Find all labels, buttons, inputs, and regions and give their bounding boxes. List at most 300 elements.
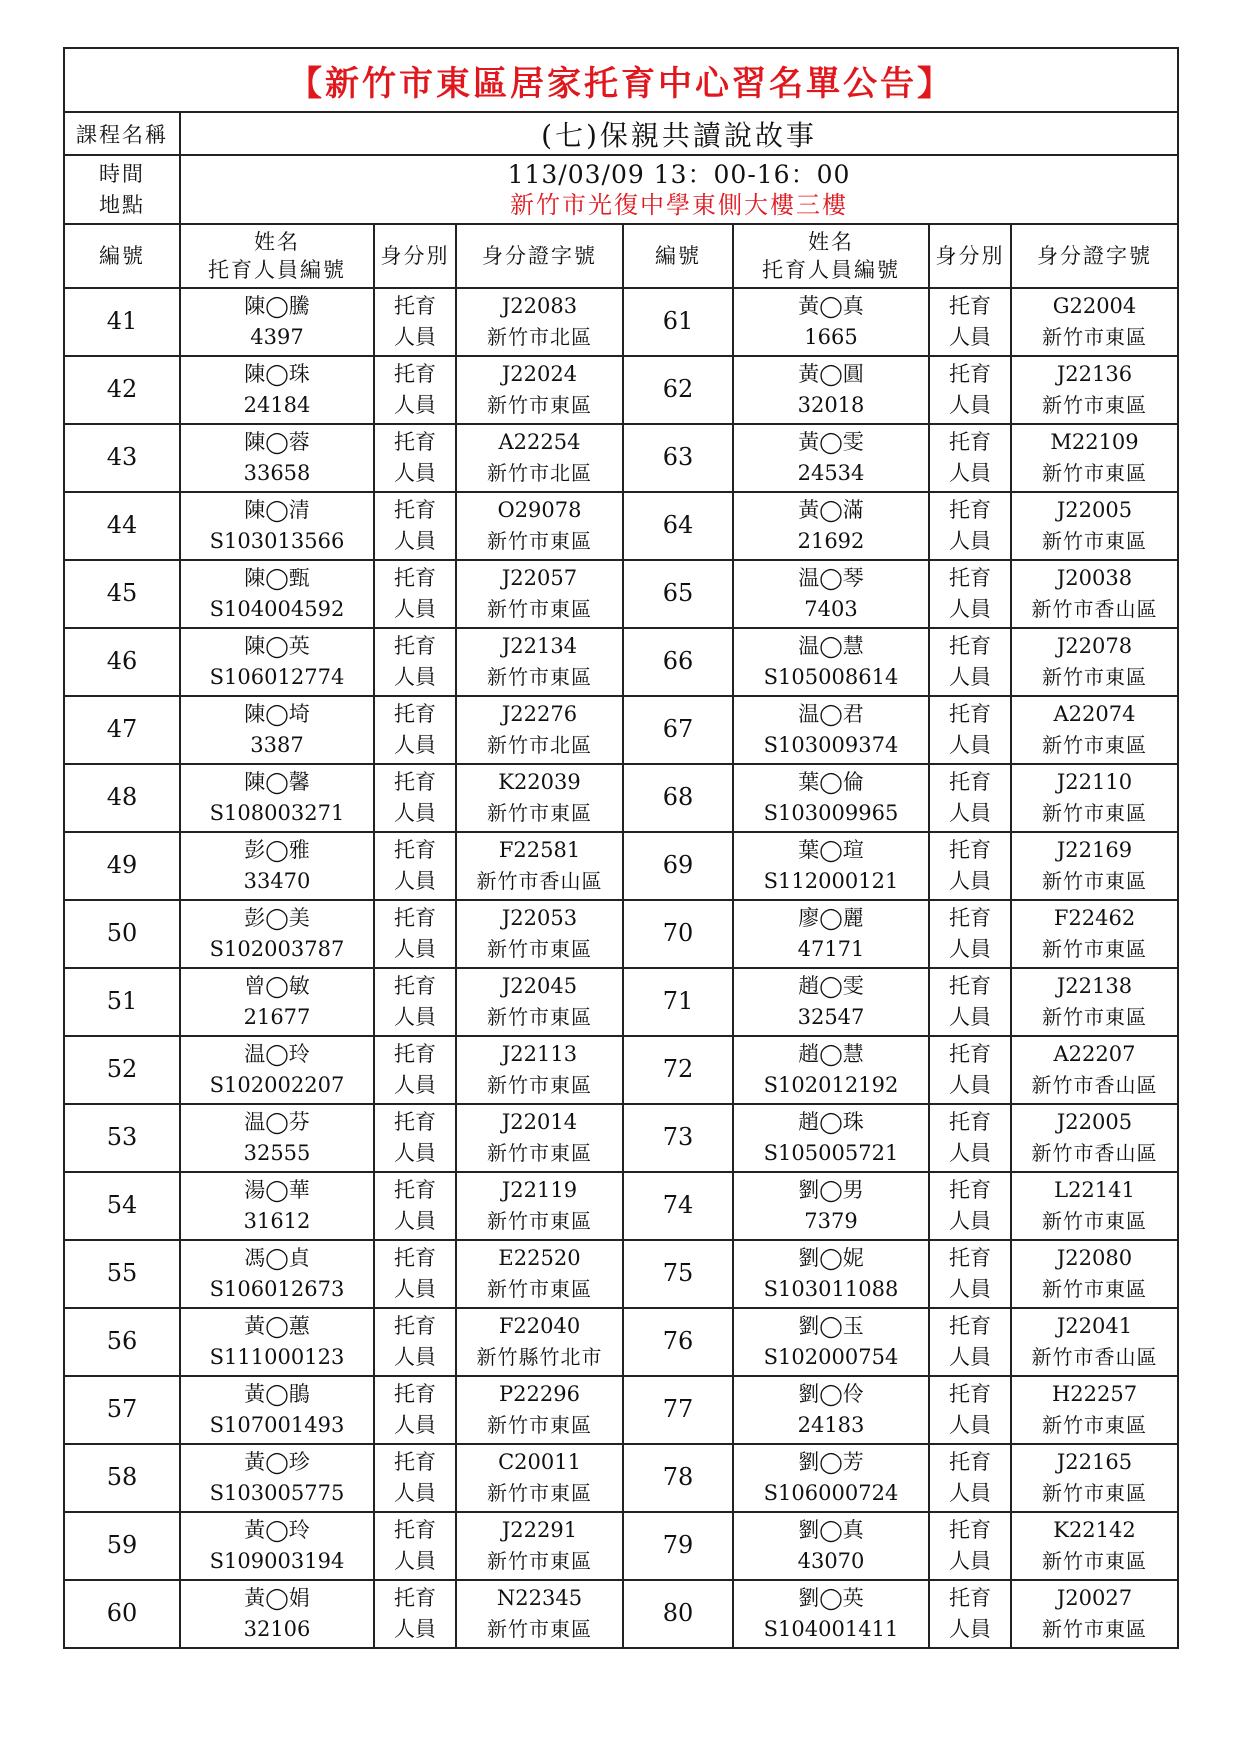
identity-line-2: 人員	[394, 1413, 436, 1437]
identity-line-2: 人員	[394, 801, 436, 825]
row-number: 42	[106, 375, 138, 403]
row-number: 64	[662, 511, 694, 539]
course-name: (七)保親共讀說故事	[541, 118, 817, 152]
row-number-cell	[64, 1036, 180, 1104]
column-header-row	[64, 224, 1178, 288]
id-number-cell	[456, 560, 623, 628]
table-row	[64, 288, 1178, 356]
identity-line-2: 人員	[949, 1073, 991, 1097]
staff-id: 47171	[797, 937, 865, 961]
identity-line-2: 人員	[949, 461, 991, 485]
district: 新竹市香山區	[476, 869, 603, 893]
identity-line-1: 托育	[949, 498, 991, 522]
person-name: 黃◯滿	[798, 498, 864, 522]
identity-cell	[929, 1444, 1011, 1512]
staff-id: 3387	[250, 733, 304, 757]
row-number: 63	[662, 443, 694, 471]
identity-line-1: 托育	[949, 634, 991, 658]
identity-line-2: 人員	[394, 937, 436, 961]
row-number: 50	[106, 919, 138, 947]
person-name: 黃◯蕙	[244, 1314, 310, 1338]
id-number-cell	[1011, 1512, 1178, 1580]
identity-line-1: 托育	[949, 1450, 991, 1474]
table-row	[64, 1240, 1178, 1308]
header-id-number	[1011, 224, 1178, 288]
id-number-cell	[456, 696, 623, 764]
id-number: J22113	[501, 1042, 578, 1066]
row-number-cell	[64, 628, 180, 696]
staff-id: 32106	[243, 1617, 311, 1641]
staff-id: 24184	[243, 393, 311, 417]
row-number-cell	[623, 1172, 733, 1240]
row-number: 80	[662, 1599, 694, 1627]
person-name: 葉◯倫	[798, 770, 864, 794]
id-number-cell	[456, 288, 623, 356]
table-row	[64, 1172, 1178, 1240]
person-name: 陳◯英	[244, 634, 310, 658]
district: 新竹市東區	[1042, 529, 1147, 553]
table-row	[64, 1444, 1178, 1512]
person-name: 黃◯鵑	[244, 1382, 310, 1406]
id-number: L22141	[1054, 1178, 1135, 1202]
person-name: 曾◯敏	[244, 974, 310, 998]
row-number: 47	[106, 715, 138, 743]
id-number: J20038	[1056, 566, 1133, 590]
row-number-cell	[64, 560, 180, 628]
identity-cell	[374, 1172, 456, 1240]
time-place-cell	[180, 155, 1178, 224]
person-name: 彭◯美	[244, 906, 310, 930]
district: 新竹市北區	[487, 461, 592, 485]
district: 新竹市東區	[487, 665, 592, 689]
title-cell	[64, 48, 1178, 112]
id-number: J22136	[1056, 362, 1133, 386]
name-cell	[180, 1580, 374, 1648]
identity-line-1: 托育	[949, 1178, 991, 1202]
id-number: J22057	[501, 566, 578, 590]
name-cell	[733, 560, 929, 628]
staff-id: 7403	[804, 597, 858, 621]
name-cell	[180, 696, 374, 764]
identity-line-1: 托育	[394, 1382, 436, 1406]
person-name: 劉◯男	[798, 1178, 864, 1202]
person-name: 趙◯珠	[798, 1110, 864, 1134]
id-number: J22014	[501, 1110, 578, 1134]
identity-line-1: 托育	[394, 1518, 436, 1542]
header-identity-label: 身分別	[380, 244, 450, 268]
name-cell	[180, 492, 374, 560]
district: 新竹市東區	[1042, 801, 1147, 825]
district: 新竹市東區	[1042, 1481, 1147, 1505]
identity-cell	[929, 492, 1011, 560]
district: 新竹市東區	[1042, 1209, 1147, 1233]
id-number: A22074	[1053, 702, 1136, 726]
district: 新竹市東區	[487, 529, 592, 553]
identity-cell	[374, 764, 456, 832]
identity-line-1: 托育	[949, 294, 991, 318]
row-number-cell	[623, 1308, 733, 1376]
identity-line-2: 人員	[394, 1481, 436, 1505]
header-identity-label: 身分別	[935, 244, 1005, 268]
row-number-cell	[623, 1240, 733, 1308]
identity-line-1: 托育	[394, 838, 436, 862]
row-number-cell	[623, 1580, 733, 1648]
row-number-cell	[64, 832, 180, 900]
person-name: 温◯芬	[244, 1110, 310, 1134]
name-cell	[180, 968, 374, 1036]
district: 新竹市東區	[1042, 1005, 1147, 1029]
district: 新竹市東區	[1042, 1549, 1147, 1573]
row-number-cell	[64, 1376, 180, 1444]
row-number: 61	[662, 307, 694, 335]
person-name: 陳◯甄	[244, 566, 310, 590]
identity-cell	[929, 1308, 1011, 1376]
id-number: J22134	[501, 634, 578, 658]
course-label: 課程名稱	[76, 122, 168, 147]
person-name: 黃◯娟	[244, 1586, 310, 1610]
identity-cell	[374, 968, 456, 1036]
identity-line-2: 人員	[949, 1209, 991, 1233]
id-number: J22169	[1056, 838, 1133, 862]
staff-id: 21692	[797, 529, 865, 553]
identity-line-1: 托育	[394, 1042, 436, 1066]
identity-cell	[929, 1172, 1011, 1240]
identity-line-1: 托育	[394, 1110, 436, 1134]
id-number: F22040	[498, 1314, 581, 1338]
staff-id: 33658	[243, 461, 311, 485]
identity-line-1: 托育	[394, 702, 436, 726]
person-name: 劉◯英	[798, 1586, 864, 1610]
staff-id: 1665	[804, 325, 858, 349]
person-name: 彭◯雅	[244, 838, 310, 862]
id-number: O29078	[497, 498, 582, 522]
session-place: 新竹市光復中學東側大樓三樓	[510, 190, 848, 219]
row-number-cell	[623, 560, 733, 628]
id-number-cell	[1011, 628, 1178, 696]
header-identity	[374, 224, 456, 288]
id-number: F22581	[498, 838, 581, 862]
table-row	[64, 628, 1178, 696]
row-number: 46	[106, 647, 138, 675]
identity-line-2: 人員	[949, 937, 991, 961]
staff-id: S107001493	[209, 1413, 345, 1437]
name-cell	[180, 1512, 374, 1580]
id-number-cell	[1011, 356, 1178, 424]
id-number-cell	[1011, 1240, 1178, 1308]
staff-id: 4397	[250, 325, 304, 349]
identity-cell	[929, 764, 1011, 832]
identity-line-1: 托育	[949, 1382, 991, 1406]
identity-cell	[374, 1308, 456, 1376]
row-number: 67	[662, 715, 694, 743]
row-number-cell	[64, 764, 180, 832]
district: 新竹市東區	[1042, 325, 1147, 349]
identity-line-1: 托育	[394, 1450, 436, 1474]
header-name-label: 姓名	[808, 230, 854, 254]
header-name	[180, 224, 374, 288]
identity-line-1: 托育	[949, 1042, 991, 1066]
row-number: 57	[106, 1395, 138, 1423]
row-number-cell	[64, 696, 180, 764]
id-number: J22041	[1056, 1314, 1133, 1338]
row-number-cell	[64, 1512, 180, 1580]
identity-cell	[929, 1512, 1011, 1580]
staff-id: 32547	[797, 1005, 865, 1029]
name-cell	[733, 1512, 929, 1580]
identity-cell	[929, 628, 1011, 696]
row-number: 75	[662, 1259, 694, 1287]
row-number: 41	[106, 307, 138, 335]
name-cell	[733, 1172, 929, 1240]
identity-line-2: 人員	[949, 1617, 991, 1641]
staff-id: S103005775	[209, 1481, 345, 1505]
person-name: 温◯慧	[798, 634, 864, 658]
row-number-cell	[623, 288, 733, 356]
name-cell	[180, 1240, 374, 1308]
district: 新竹市香山區	[1031, 597, 1158, 621]
identity-line-1: 托育	[394, 1246, 436, 1270]
id-number-cell	[1011, 1376, 1178, 1444]
district: 新竹市東區	[1042, 937, 1147, 961]
staff-id: S106012673	[209, 1277, 345, 1301]
id-number-cell	[456, 1104, 623, 1172]
person-name: 葉◯瑄	[798, 838, 864, 862]
row-number: 79	[662, 1531, 694, 1559]
table-row	[64, 356, 1178, 424]
identity-line-1: 托育	[949, 1246, 991, 1270]
staff-id: S102002207	[209, 1073, 345, 1097]
time-label: 時間	[99, 161, 145, 186]
identity-line-2: 人員	[949, 869, 991, 893]
identity-line-2: 人員	[949, 1345, 991, 1369]
identity-line-2: 人員	[949, 597, 991, 621]
header-no-label: 編號	[655, 244, 701, 268]
row-number-cell	[623, 764, 733, 832]
id-number-cell	[1011, 288, 1178, 356]
id-number: J22165	[1056, 1450, 1133, 1474]
staff-id: S102003787	[209, 937, 345, 961]
name-cell	[180, 764, 374, 832]
district: 新竹市東區	[487, 1141, 592, 1165]
id-number: H22257	[1051, 1382, 1138, 1406]
id-number: P22296	[499, 1382, 580, 1406]
id-number: J22083	[501, 294, 578, 318]
identity-line-1: 托育	[949, 1314, 991, 1338]
identity-line-2: 人員	[394, 1617, 436, 1641]
table-row	[64, 900, 1178, 968]
row-number-cell	[64, 1172, 180, 1240]
identity-line-1: 托育	[949, 1586, 991, 1610]
identity-cell	[374, 1376, 456, 1444]
row-number: 59	[106, 1531, 138, 1559]
row-number: 62	[662, 375, 694, 403]
id-number: J22276	[501, 702, 578, 726]
row-number-cell	[64, 424, 180, 492]
id-number-cell	[1011, 968, 1178, 1036]
header-no	[623, 224, 733, 288]
identity-line-2: 人員	[394, 325, 436, 349]
staff-id: 24534	[797, 461, 865, 485]
id-number-cell	[1011, 764, 1178, 832]
row-number: 77	[662, 1395, 694, 1423]
identity-line-2: 人員	[394, 1005, 436, 1029]
name-cell	[180, 288, 374, 356]
name-cell	[733, 900, 929, 968]
header-staff-id-label: 托育人員編號	[208, 258, 346, 282]
staff-id: S108003271	[209, 801, 345, 825]
identity-line-1: 托育	[394, 498, 436, 522]
identity-line-2: 人員	[394, 1073, 436, 1097]
row-number: 45	[106, 579, 138, 607]
staff-id: 43070	[797, 1549, 865, 1573]
row-number-cell	[64, 1240, 180, 1308]
district: 新竹市東區	[487, 1481, 592, 1505]
name-cell	[180, 1308, 374, 1376]
id-number: J22291	[501, 1518, 578, 1542]
district: 新竹市東區	[487, 1277, 592, 1301]
id-number-cell	[456, 1376, 623, 1444]
staff-id: 31612	[243, 1209, 311, 1233]
row-number-cell	[623, 1444, 733, 1512]
name-cell	[733, 356, 929, 424]
id-number-cell	[1011, 1580, 1178, 1648]
name-cell	[180, 1036, 374, 1104]
identity-line-2: 人員	[949, 393, 991, 417]
identity-line-1: 托育	[394, 974, 436, 998]
district: 新竹縣竹北市	[476, 1345, 603, 1369]
person-name: 温◯君	[798, 702, 864, 726]
id-number-cell	[456, 1036, 623, 1104]
identity-cell	[374, 1036, 456, 1104]
person-name: 陳◯珠	[244, 362, 310, 386]
id-number-cell	[1011, 1036, 1178, 1104]
header-no-label: 編號	[99, 244, 145, 268]
row-number-cell	[623, 356, 733, 424]
district: 新竹市東區	[487, 597, 592, 621]
identity-cell	[374, 1444, 456, 1512]
name-cell	[733, 832, 929, 900]
staff-id: S103013566	[209, 529, 345, 553]
id-number-cell	[456, 832, 623, 900]
identity-line-1: 托育	[949, 906, 991, 930]
name-cell	[733, 696, 929, 764]
person-name: 趙◯雯	[798, 974, 864, 998]
id-number-cell	[1011, 1104, 1178, 1172]
identity-line-1: 托育	[949, 362, 991, 386]
course-name-cell	[180, 112, 1178, 155]
row-number-cell	[64, 1308, 180, 1376]
row-number-cell	[623, 1104, 733, 1172]
name-cell	[733, 764, 929, 832]
staff-id: S103009374	[763, 733, 899, 757]
id-number-cell	[456, 1308, 623, 1376]
staff-id: 32555	[243, 1141, 311, 1165]
time-place-label-cell	[64, 155, 180, 224]
identity-line-1: 托育	[949, 770, 991, 794]
name-cell	[733, 1444, 929, 1512]
identity-line-2: 人員	[949, 1277, 991, 1301]
district: 新竹市東區	[487, 1549, 592, 1573]
person-name: 黃◯圓	[798, 362, 864, 386]
person-name: 黃◯真	[798, 294, 864, 318]
row-number-cell	[623, 628, 733, 696]
id-number: J22110	[1056, 770, 1133, 794]
row-number: 69	[662, 851, 694, 879]
table-row	[64, 1376, 1178, 1444]
row-number-cell	[64, 968, 180, 1036]
identity-line-1: 托育	[949, 1518, 991, 1542]
id-number: J22080	[1056, 1246, 1133, 1270]
name-cell	[180, 1104, 374, 1172]
row-number: 74	[662, 1191, 694, 1219]
id-number: M22109	[1050, 430, 1139, 454]
person-name: 劉◯玉	[798, 1314, 864, 1338]
district: 新竹市東區	[487, 393, 592, 417]
identity-line-1: 托育	[949, 838, 991, 862]
id-number-cell	[456, 900, 623, 968]
table-row	[64, 1036, 1178, 1104]
identity-line-1: 托育	[394, 362, 436, 386]
name-cell	[733, 1376, 929, 1444]
row-number-cell	[64, 900, 180, 968]
id-number: J20027	[1056, 1586, 1133, 1610]
name-cell	[180, 560, 374, 628]
table-row	[64, 968, 1178, 1036]
id-number-cell	[456, 1240, 623, 1308]
district: 新竹市東區	[1042, 665, 1147, 689]
district: 新竹市東區	[487, 937, 592, 961]
staff-id: 7379	[804, 1209, 858, 1233]
id-number-cell	[1011, 424, 1178, 492]
district: 新竹市東區	[487, 1413, 592, 1437]
identity-line-2: 人員	[394, 1345, 436, 1369]
table-row	[64, 492, 1178, 560]
person-name: 劉◯真	[798, 1518, 864, 1542]
id-number: K22039	[498, 770, 581, 794]
identity-line-2: 人員	[394, 393, 436, 417]
row-number-cell	[623, 968, 733, 1036]
identity-cell	[929, 560, 1011, 628]
table-row	[64, 1308, 1178, 1376]
name-cell	[180, 628, 374, 696]
identity-line-1: 托育	[394, 1586, 436, 1610]
person-name: 湯◯華	[244, 1178, 310, 1202]
staff-id: S103009965	[763, 801, 899, 825]
person-name: 陳◯清	[244, 498, 310, 522]
id-number-cell	[456, 1580, 623, 1648]
row-number: 71	[662, 987, 694, 1015]
page-title: 【新竹市東區居家托育中心習名單公告】	[288, 63, 954, 104]
identity-line-2: 人員	[394, 597, 436, 621]
identity-cell	[929, 288, 1011, 356]
identity-line-1: 托育	[949, 430, 991, 454]
identity-line-2: 人員	[394, 869, 436, 893]
table-row	[64, 560, 1178, 628]
name-cell	[733, 1104, 929, 1172]
row-number: 51	[106, 987, 138, 1015]
row-number-cell	[623, 832, 733, 900]
identity-line-2: 人員	[394, 1141, 436, 1165]
staff-id: S105005721	[763, 1141, 899, 1165]
district: 新竹市東區	[487, 1005, 592, 1029]
id-number: J22005	[1056, 1110, 1133, 1134]
row-number: 53	[106, 1123, 138, 1151]
identity-cell	[374, 560, 456, 628]
id-number: A22207	[1053, 1042, 1136, 1066]
name-cell	[733, 492, 929, 560]
identity-cell	[929, 968, 1011, 1036]
id-number: J22005	[1056, 498, 1133, 522]
